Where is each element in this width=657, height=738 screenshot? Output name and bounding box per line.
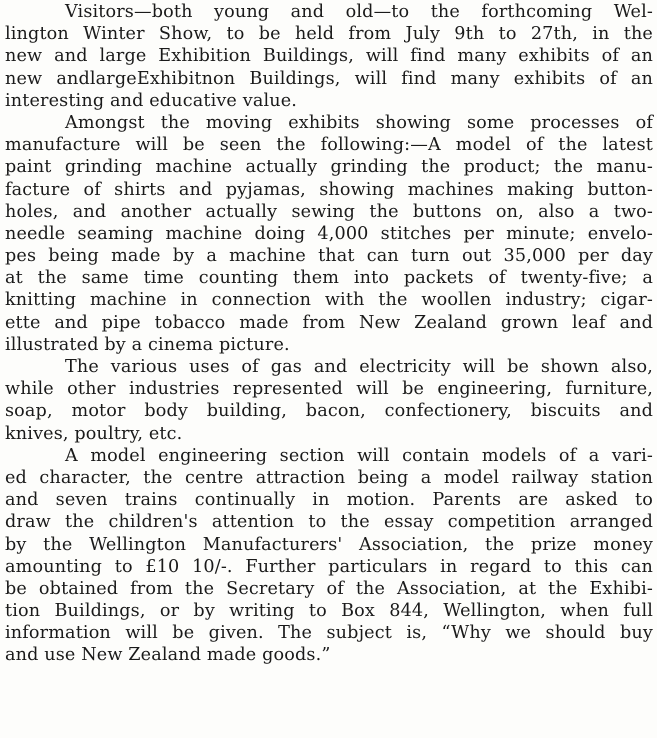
text-line: by the Wellington Manufacturers' Association, the prize money: [5, 534, 653, 555]
text-line: draw the children's attention to the essay competition arranged: [5, 512, 653, 533]
text-line: Amongst the moving exhibits showing some processes of: [65, 112, 653, 133]
text-line: at the same time counting them into packets of twenty-five; a: [5, 268, 653, 289]
paragraph-moving-exhibits: [5, 112, 653, 356]
text-line: knives, poultry, etc.: [5, 423, 183, 444]
text-line: A model engineering section will contain models of a vari-: [65, 445, 653, 466]
text-line: ed character, the centre attraction being a model railway station: [5, 467, 653, 488]
text-line: information will be given. The subject is, “Why we should buy: [5, 623, 653, 644]
text-line: manufacture will be seen the following:—A model of the latest: [5, 135, 653, 156]
text-line: The various uses of gas and electricity will be shown also,: [65, 357, 653, 377]
text-line: needle seaming machine doing 4,000 stitches per minute; envelo-: [5, 223, 653, 244]
text-line: while other industries represented will be engineering, furniture,: [5, 379, 653, 400]
text-line: amounting to £10 10/-. Further particulars in regard to this can: [5, 556, 653, 577]
text-line: Visitors—both young and old—to the forthcoming Wel-: [65, 2, 653, 22]
text-line: lington Winter Show, to be held from July 9th to 27th, in the: [5, 24, 653, 45]
text-line: pes being made by a machine that can turn out 35,000 per day: [5, 246, 653, 267]
text-line: illustrated by a cinema picture.: [5, 334, 290, 355]
text-line: tion Buildings, or by writing to Box 844, Wellington, when full: [5, 601, 653, 622]
text-line: facture of shirts and pyjamas, showing machines making button-: [5, 179, 653, 200]
text-line: interesting and educative value.: [5, 90, 298, 111]
paragraph-visitors: [5, 1, 653, 112]
text-line: paint grinding machine actually grinding the product; the manu-: [5, 157, 653, 178]
paragraph-engineering-section: [5, 445, 653, 667]
text-line: soap, motor body building, bacon, confectionery, biscuits and: [5, 401, 653, 422]
text-line: be obtained from the Secretary of the Association, at the Exhibi-: [5, 578, 653, 599]
text-line: holes, and another actually sewing the buttons on, also a two-: [5, 201, 653, 222]
paragraph-gas-electricity: [5, 356, 653, 445]
text-line: knitting machine in connection with the woollen industry; cigar-: [5, 290, 653, 311]
text-line: ette and pipe tobacco made from New Zealand grown leaf and: [5, 312, 653, 333]
text-line: and use New Zealand made goods.”: [5, 645, 331, 666]
text-line: new and large Exhibition Buildings, will find many exhibits of an: [5, 46, 653, 67]
text-line: new andlargeExhibitnon Buildings, will find many exhibits of an: [5, 68, 653, 89]
text-line: and seven trains continually in motion. Parents are asked to: [5, 490, 653, 511]
